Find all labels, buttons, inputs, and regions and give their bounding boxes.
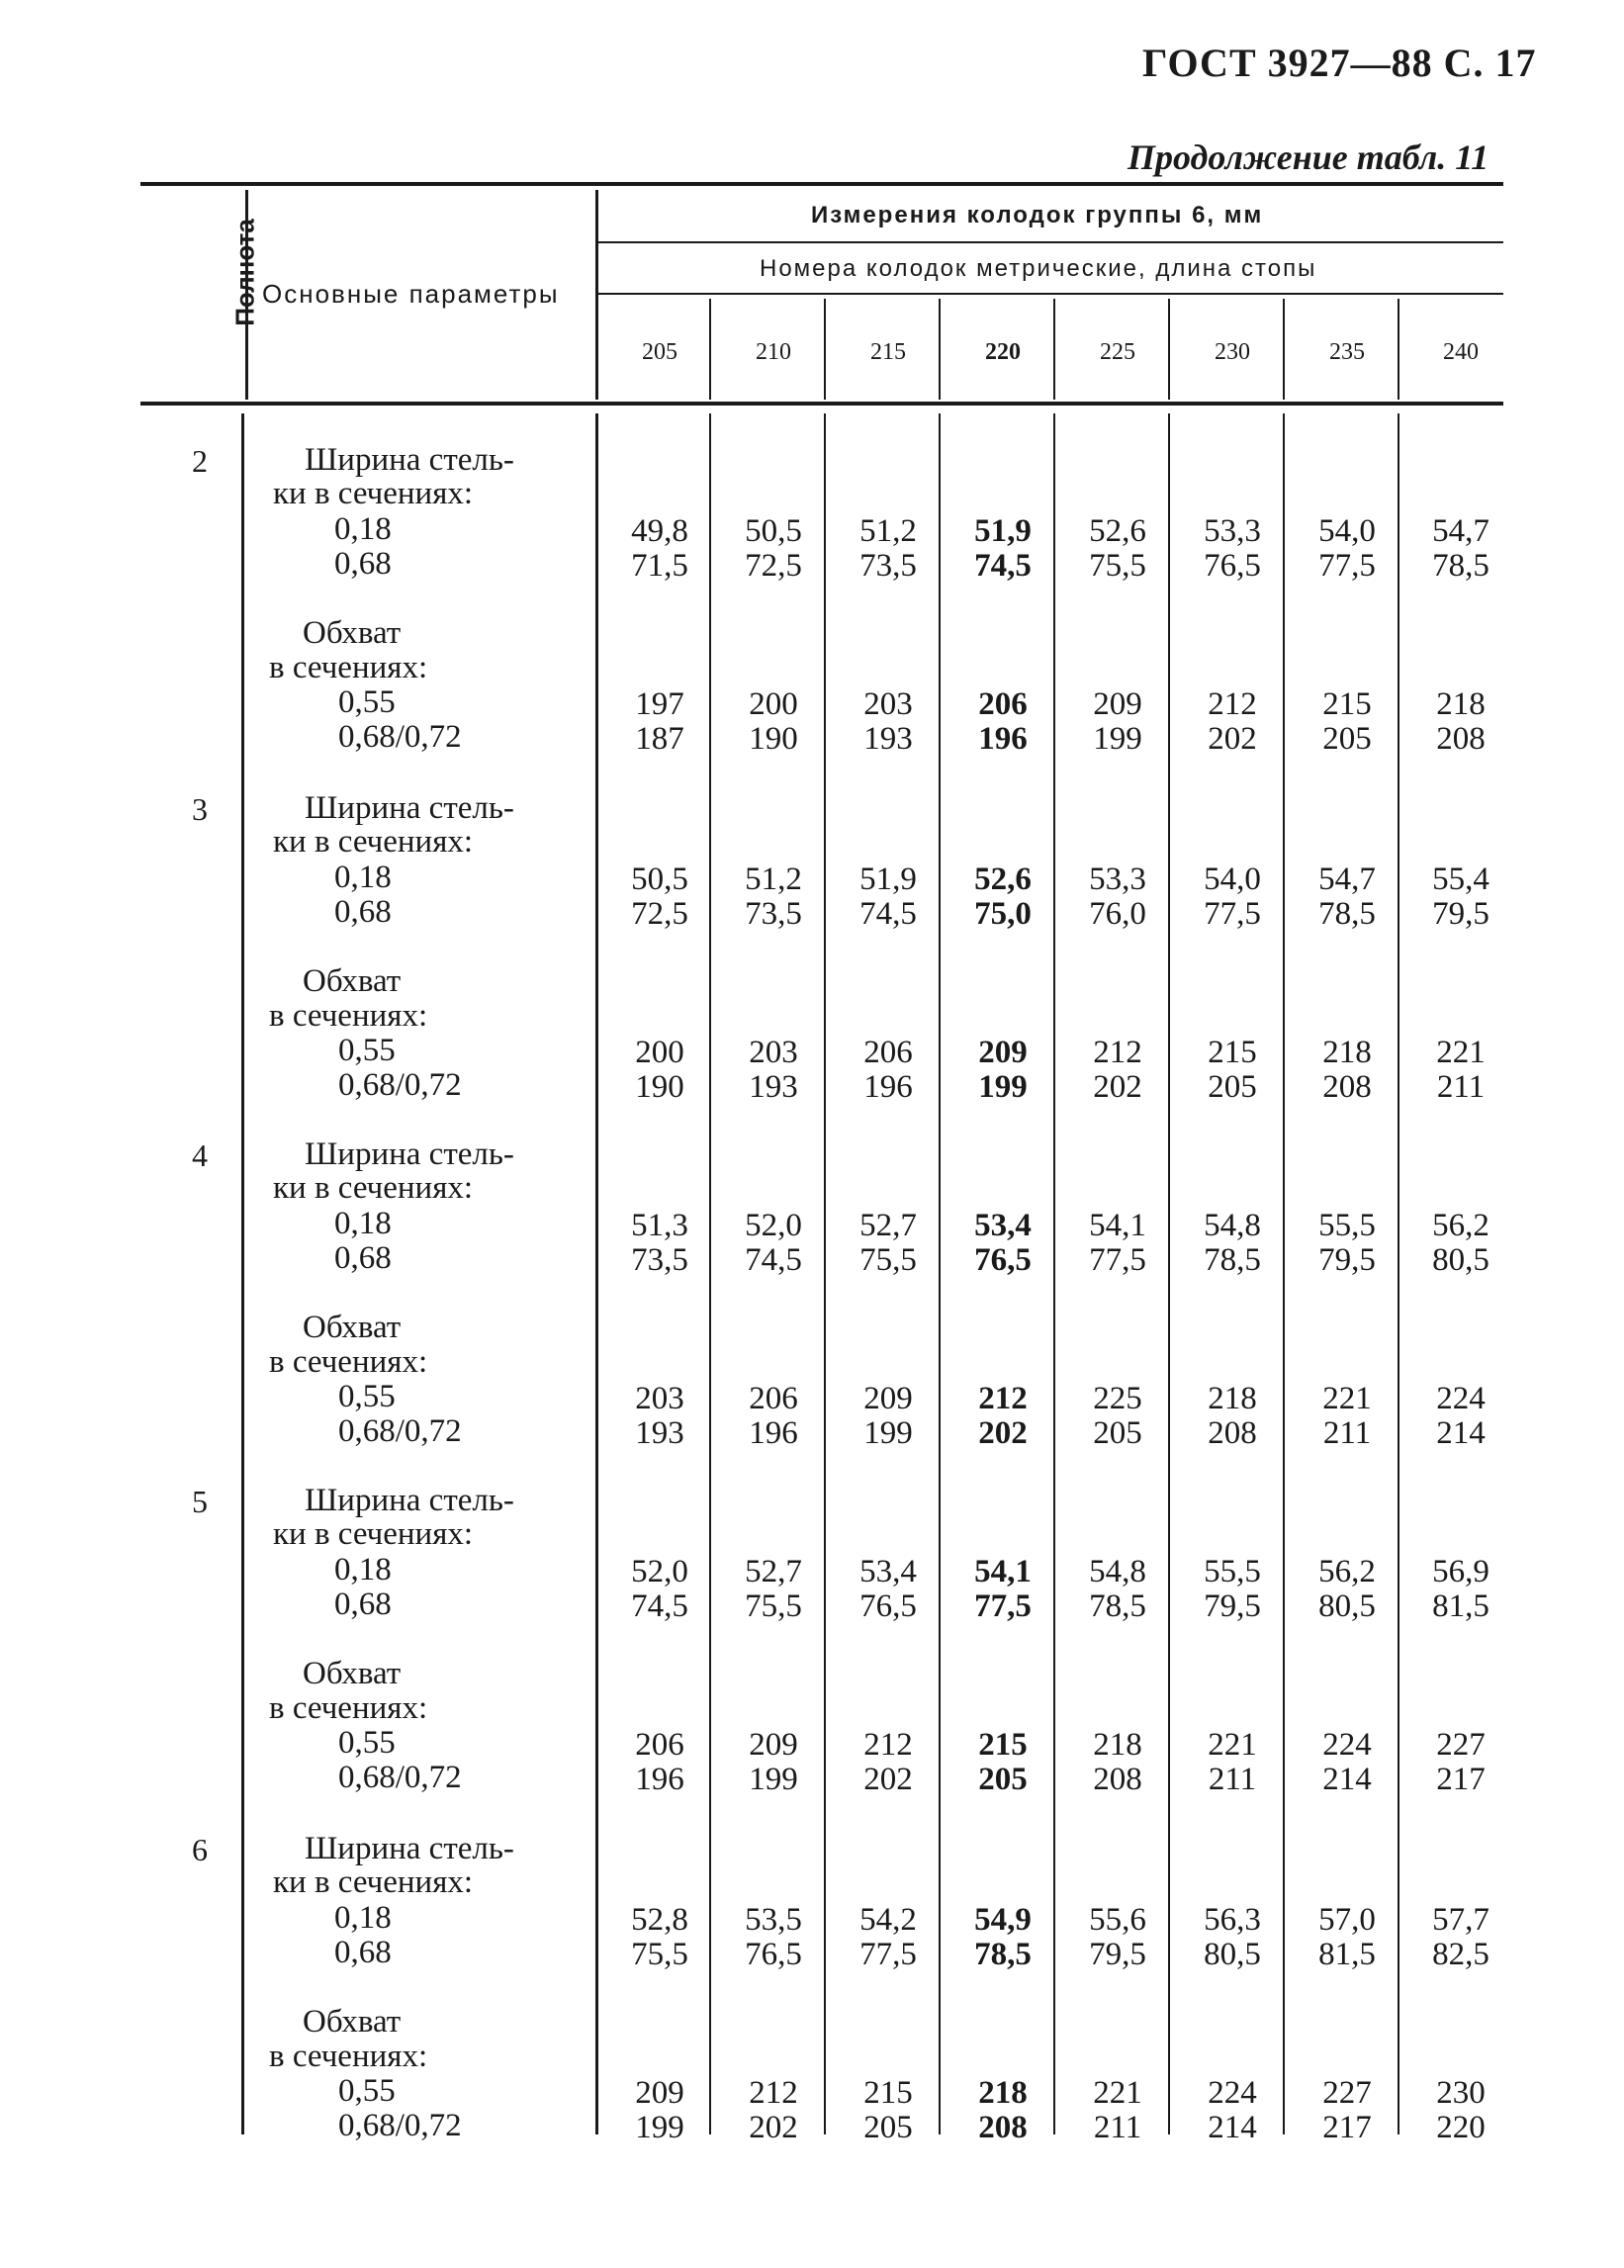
table-cell: 211 [1093, 2110, 1142, 2145]
param-label: в сечениях: [269, 1344, 428, 1380]
table-cell: 80,5 [1432, 1242, 1489, 1278]
table-cell: 221 [1322, 1381, 1372, 1416]
table-cell: 51,2 [859, 513, 917, 549]
table-cell: 193 [635, 1415, 684, 1451]
param-section-label: 0,68 [334, 1240, 392, 1276]
table-cell: 82,5 [1432, 1937, 1489, 1972]
param-label: Ширина стель- [305, 1136, 514, 1172]
column-divider [241, 413, 244, 2134]
table-cell: 209 [635, 2075, 684, 2111]
table-cell: 54,8 [1204, 1208, 1261, 1243]
table-cell: 196 [978, 721, 1028, 757]
table-cell: 57,0 [1318, 1902, 1376, 1938]
column-divider [1283, 299, 1285, 400]
table-cell: 52,7 [859, 1208, 917, 1243]
table-cell: 50,5 [631, 862, 688, 897]
param-section-label: 0,68 [334, 1587, 392, 1622]
table-cell: 72,5 [745, 548, 802, 584]
table-cell: 57,7 [1432, 1902, 1489, 1938]
param-label: Обхват [303, 2004, 402, 2040]
table-cell: 77,5 [1089, 1242, 1146, 1278]
table-cell: 52,6 [974, 862, 1032, 897]
table-cell: 79,5 [1089, 1937, 1146, 1972]
table-cell: 203 [749, 1035, 798, 1070]
table-cell: 209 [1093, 686, 1142, 722]
table-cell: 215 [978, 1727, 1028, 1763]
table-cell: 212 [1208, 686, 1257, 722]
fullness-column-header: Полнота [229, 219, 260, 326]
param-section-label: 0,18 [334, 860, 392, 895]
table-cell: 202 [749, 2110, 798, 2145]
table-cell: 56,2 [1318, 1554, 1376, 1589]
param-section-label: 0,68 [334, 546, 392, 582]
table-cell: 53,4 [859, 1554, 917, 1589]
param-section-label: 0,68 [334, 894, 392, 930]
table-cell: 221 [1436, 1035, 1486, 1070]
table-cell: 77,5 [974, 1588, 1032, 1624]
column-divider [939, 299, 941, 400]
table-cell: 52,0 [745, 1208, 802, 1243]
table-cell: 230 [1436, 2075, 1486, 2111]
table-cell: 199 [635, 2110, 684, 2145]
table-cell: 220 [1436, 2110, 1486, 2145]
param-section-label: 0,18 [334, 1552, 392, 1588]
column-divider [1398, 299, 1399, 400]
table-cell: 75,0 [974, 896, 1032, 932]
size-column-header: 210 [756, 339, 791, 365]
param-section-label: 0,68/0,72 [338, 1413, 462, 1449]
param-label: Обхват [303, 1656, 402, 1691]
table-cell: 218 [1322, 1035, 1372, 1070]
table-cell: 76,5 [1204, 548, 1261, 584]
table-cell: 215 [1208, 1035, 1257, 1070]
table-cell: 51,3 [631, 1208, 688, 1243]
column-divider [824, 413, 826, 2134]
table-cell: 80,5 [1204, 1937, 1261, 1972]
table-cell: 209 [749, 1727, 798, 1763]
table-cell: 75,5 [859, 1242, 917, 1278]
table-cell: 54,0 [1204, 862, 1261, 897]
table-cell: 55,4 [1432, 862, 1489, 897]
table-cell: 209 [863, 1381, 913, 1416]
table-cell: 212 [863, 1727, 913, 1763]
subheader-rule [598, 293, 1503, 295]
size-column-header: 205 [642, 339, 677, 365]
table-cell: 196 [635, 1762, 684, 1797]
param-section-label: 0,68/0,72 [338, 1067, 462, 1103]
table-cell: 196 [863, 1069, 913, 1105]
param-label: Обхват [303, 615, 402, 651]
column-divider [1053, 299, 1055, 400]
table-cell: 221 [1093, 2075, 1142, 2111]
table-cell: 208 [1436, 721, 1486, 757]
table-cell: 202 [863, 1762, 913, 1797]
table-cell: 79,5 [1318, 1242, 1376, 1278]
table-cell: 74,5 [631, 1588, 688, 1624]
table-cell: 72,5 [631, 896, 688, 932]
table-cell: 218 [978, 2075, 1028, 2111]
param-section-label: 0,18 [334, 1206, 392, 1241]
column-divider [595, 413, 598, 2134]
param-section-label: 0,55 [338, 2073, 396, 2109]
param-section-label: 0,55 [338, 684, 396, 720]
table-cell: 205 [1322, 721, 1372, 757]
table-cell: 218 [1093, 1727, 1142, 1763]
table-cell: 53,4 [974, 1208, 1032, 1243]
table-cell: 205 [1093, 1415, 1142, 1451]
table-cell: 74,5 [859, 896, 917, 932]
table-cell: 203 [863, 686, 913, 722]
table-cell: 78,5 [1089, 1588, 1146, 1624]
table-cell: 49,8 [631, 513, 688, 549]
table-cell: 81,5 [1318, 1937, 1376, 1972]
table-continuation-label: Продолжение табл. 11 [1128, 137, 1489, 177]
table-cell: 52,0 [631, 1554, 688, 1589]
table-cell: 212 [749, 2075, 798, 2111]
table-cell: 56,2 [1432, 1208, 1489, 1243]
table-cell: 54,0 [1318, 513, 1376, 549]
table-cell: 79,5 [1432, 896, 1489, 932]
page-header: ГОСТ 3927—88 С. 17 [1142, 41, 1537, 85]
table-cell: 56,3 [1204, 1902, 1261, 1938]
param-label: Ширина стель- [305, 790, 514, 826]
table-cell: 55,5 [1318, 1208, 1376, 1243]
table-cell: 79,5 [1204, 1588, 1261, 1624]
table-cell: 224 [1322, 1727, 1372, 1763]
table-cell: 221 [1208, 1727, 1257, 1763]
table-cell: 54,1 [1089, 1208, 1146, 1243]
param-label: ки в сечениях: [273, 824, 474, 860]
table-cell: 54,1 [974, 1554, 1032, 1589]
table-cell: 217 [1436, 1762, 1486, 1797]
table-cell: 75,5 [1089, 548, 1146, 584]
table-cell: 199 [749, 1762, 798, 1797]
table-cell: 193 [749, 1069, 798, 1105]
param-section-label: 0,68/0,72 [338, 719, 462, 755]
table-cell: 73,5 [859, 548, 917, 584]
column-divider [1053, 413, 1055, 2134]
column-divider [1283, 413, 1285, 2134]
table-cell: 81,5 [1432, 1588, 1489, 1624]
table-cell: 71,5 [631, 548, 688, 584]
group-header-rule [598, 241, 1503, 243]
column-divider [1168, 299, 1170, 400]
table-cell: 193 [863, 721, 913, 757]
table-cell: 211 [1322, 1415, 1372, 1451]
table-cell: 205 [978, 1762, 1028, 1797]
table-cell: 205 [1208, 1069, 1257, 1105]
table-cell: 225 [1093, 1381, 1142, 1416]
param-section-label: 0,18 [334, 511, 392, 547]
table-cell: 218 [1436, 686, 1486, 722]
column-divider [709, 413, 711, 2134]
table-cell: 52,6 [1089, 513, 1146, 549]
table-cell: 200 [635, 1035, 684, 1070]
param-label: Ширина стель- [305, 442, 514, 478]
table-cell: 202 [1093, 1069, 1142, 1105]
size-column-header: 240 [1443, 339, 1479, 365]
param-label: ки в сечениях: [273, 476, 474, 511]
fullness-value: 5 [192, 1484, 208, 1519]
table-cell: 206 [749, 1381, 798, 1416]
fullness-value: 6 [192, 1832, 208, 1867]
param-label: Ширина стель- [305, 1483, 514, 1518]
parameters-column-header: Основные параметры [262, 279, 560, 309]
column-divider [824, 299, 826, 400]
table-cell: 78,5 [974, 1937, 1032, 1972]
table-cell: 73,5 [745, 896, 802, 932]
param-section-label: 0,68/0,72 [338, 2108, 462, 2143]
table-cell: 224 [1208, 2075, 1257, 2111]
table-cell: 75,5 [631, 1937, 688, 1972]
table-cell: 218 [1208, 1381, 1257, 1416]
table-cell: 214 [1208, 2110, 1257, 2145]
table-cell: 76,5 [974, 1242, 1032, 1278]
table-cell: 227 [1436, 1727, 1486, 1763]
fullness-value: 3 [192, 791, 208, 827]
param-label: в сечениях: [269, 998, 428, 1034]
table-cell: 74,5 [745, 1242, 802, 1278]
table-cell: 199 [1093, 721, 1142, 757]
param-label: Ширина стель- [305, 1831, 514, 1866]
table-cell: 212 [1093, 1035, 1142, 1070]
table-cell: 200 [749, 686, 798, 722]
table-cell: 55,6 [1089, 1902, 1146, 1938]
param-section-label: 0,55 [338, 1725, 396, 1761]
table-cell: 187 [635, 721, 684, 757]
table-cell: 208 [978, 2110, 1028, 2145]
table-cell: 53,3 [1204, 513, 1261, 549]
table-cell: 75,5 [745, 1588, 802, 1624]
table-cell: 190 [635, 1069, 684, 1105]
table-cell: 52,7 [745, 1554, 802, 1589]
param-label: в сечениях: [269, 2039, 428, 2074]
size-column-header: 230 [1215, 339, 1250, 365]
size-column-header: 215 [870, 339, 906, 365]
param-section-label: 0,18 [334, 1900, 392, 1936]
table-cell: 78,5 [1432, 548, 1489, 584]
table-cell: 74,5 [974, 548, 1032, 584]
table-cell: 206 [863, 1035, 913, 1070]
table-cell: 208 [1093, 1762, 1142, 1797]
header-bottom-rule [140, 402, 1503, 406]
table-cell: 53,5 [745, 1902, 802, 1938]
column-divider [1168, 413, 1170, 2134]
table-cell: 196 [749, 1415, 798, 1451]
table-cell: 78,5 [1318, 896, 1376, 932]
column-divider [1398, 413, 1399, 2134]
table-cell: 202 [1208, 721, 1257, 757]
table-cell: 55,5 [1204, 1554, 1261, 1589]
table-cell: 54,8 [1089, 1554, 1146, 1589]
table-cell: 215 [1322, 686, 1372, 722]
table-cell: 208 [1208, 1415, 1257, 1451]
table-cell: 190 [749, 721, 798, 757]
table-cell: 211 [1436, 1069, 1486, 1105]
param-label: ки в сечениях: [273, 1516, 474, 1552]
size-column-header: 235 [1329, 339, 1365, 365]
param-label: ки в сечениях: [273, 1170, 474, 1206]
table-cell: 51,9 [974, 513, 1032, 549]
table-cell: 197 [635, 686, 684, 722]
table-cell: 80,5 [1318, 1588, 1376, 1624]
column-divider [939, 413, 941, 2134]
table-cell: 202 [978, 1415, 1028, 1451]
table-cell: 52,8 [631, 1902, 688, 1938]
table-cell: 78,5 [1204, 1242, 1261, 1278]
table-cell: 54,2 [859, 1902, 917, 1938]
table-cell: 51,9 [859, 862, 917, 897]
param-label: Обхват [303, 1310, 402, 1345]
table-cell: 214 [1436, 1415, 1486, 1451]
table-cell: 208 [1322, 1069, 1372, 1105]
param-label: в сечениях: [269, 650, 428, 685]
table-cell: 77,5 [859, 1937, 917, 1972]
table-cell: 217 [1322, 2110, 1372, 2145]
table-cell: 205 [863, 2110, 913, 2145]
table-cell: 215 [863, 2075, 913, 2111]
table-cell: 50,5 [745, 513, 802, 549]
table-cell: 211 [1208, 1762, 1257, 1797]
table-cell: 54,9 [974, 1902, 1032, 1938]
param-label: ки в сечениях: [273, 1864, 474, 1900]
table-cell: 203 [635, 1381, 684, 1416]
table-cell: 56,9 [1432, 1554, 1489, 1589]
fullness-value: 4 [192, 1137, 208, 1173]
table-cell: 76,5 [745, 1937, 802, 1972]
table-cell: 199 [863, 1415, 913, 1451]
size-column-header: 220 [985, 339, 1021, 365]
fullness-value: 2 [192, 443, 208, 479]
table-cell: 227 [1322, 2075, 1372, 2111]
table-cell: 77,5 [1318, 548, 1376, 584]
sizes-subheader: Номера колодок метрические, длина стопы [760, 255, 1317, 282]
param-section-label: 0,55 [338, 1379, 396, 1414]
table-cell: 212 [978, 1381, 1028, 1416]
column-divider [709, 299, 711, 400]
table-cell: 54,7 [1318, 862, 1376, 897]
group-header: Измерения колодок группы 6, мм [811, 202, 1264, 228]
table-cell: 224 [1436, 1381, 1486, 1416]
param-label: в сечениях: [269, 1690, 428, 1726]
table-top-rule [140, 182, 1503, 186]
table-cell: 214 [1322, 1762, 1372, 1797]
table-cell: 51,2 [745, 862, 802, 897]
table-cell: 76,5 [859, 1588, 917, 1624]
size-column-header: 225 [1100, 339, 1135, 365]
header-divider [595, 190, 598, 400]
table-cell: 77,5 [1204, 896, 1261, 932]
table-cell: 54,7 [1432, 513, 1489, 549]
table-cell: 76,0 [1089, 896, 1146, 932]
table-cell: 199 [978, 1069, 1028, 1105]
table-cell: 209 [978, 1035, 1028, 1070]
param-label: Обхват [303, 963, 402, 999]
table-cell: 53,3 [1089, 862, 1146, 897]
table-cell: 206 [978, 686, 1028, 722]
param-section-label: 0,55 [338, 1033, 396, 1068]
table-cell: 73,5 [631, 1242, 688, 1278]
param-section-label: 0,68 [334, 1935, 392, 1970]
table-cell: 206 [635, 1727, 684, 1763]
param-section-label: 0,68/0,72 [338, 1760, 462, 1795]
